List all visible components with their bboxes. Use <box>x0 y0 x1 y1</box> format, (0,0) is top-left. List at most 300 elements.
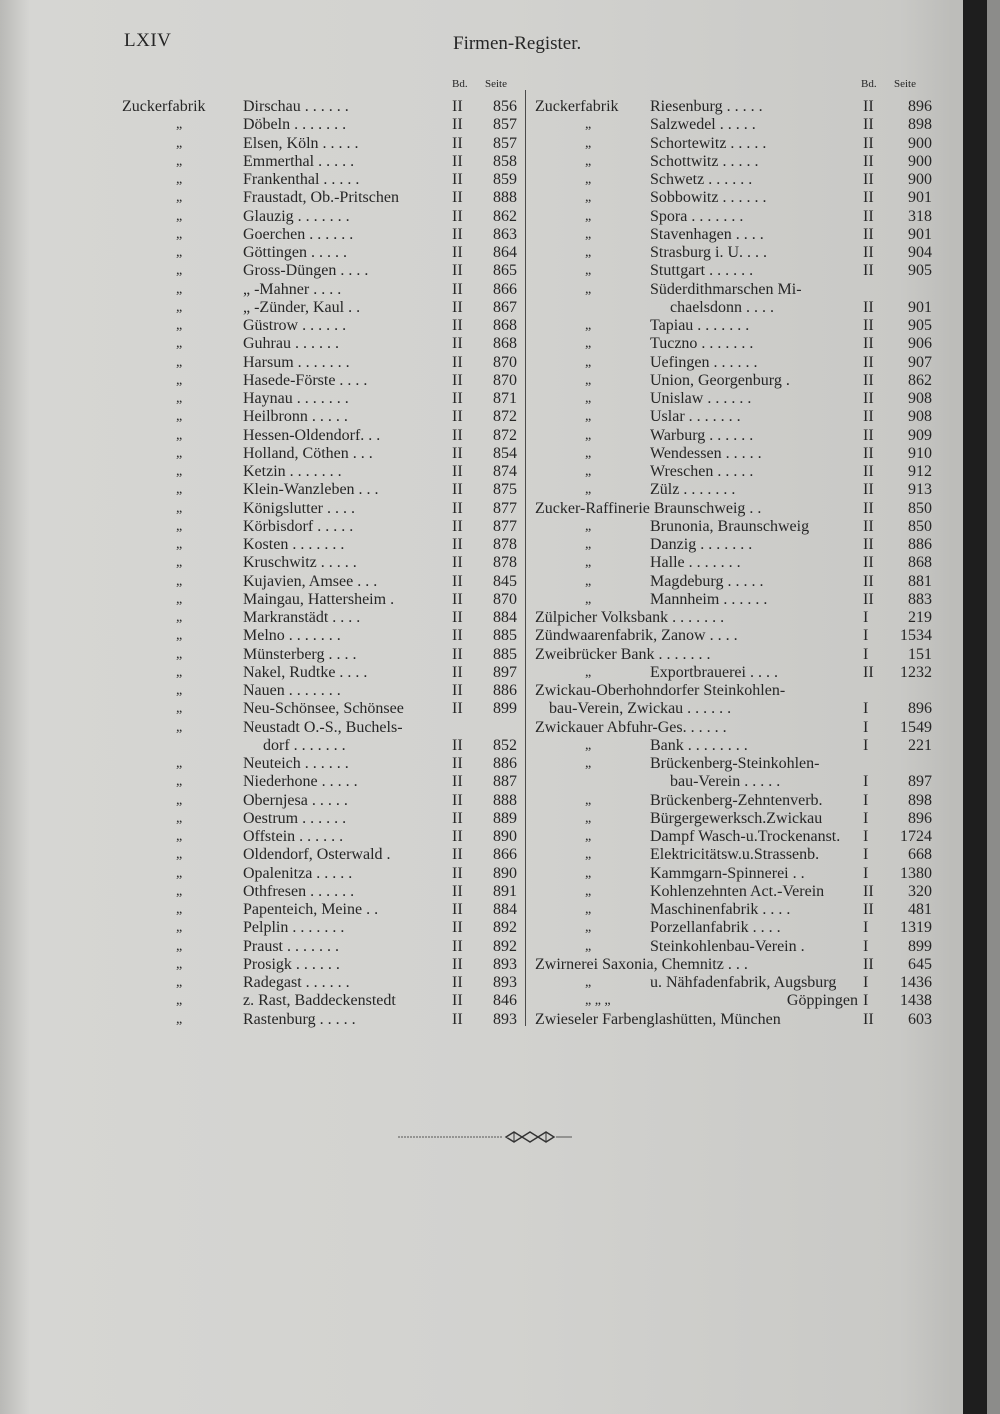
entry-name: bau-Verein, Zwickau . . . . . . <box>549 700 732 718</box>
volume-number: II <box>452 590 463 608</box>
page-reference: 888 <box>493 791 517 809</box>
volume-number: II <box>452 955 463 973</box>
volume-number: II <box>452 682 463 699</box>
page-reference: 883 <box>908 590 932 608</box>
ditto-mark: „ <box>585 208 592 224</box>
volume-number: II <box>452 189 463 207</box>
ditto-mark: „ <box>585 518 592 534</box>
page-reference: 896 <box>908 809 932 827</box>
volume-number: II <box>452 317 463 334</box>
page-reference: 850 <box>908 499 932 517</box>
entry-name: Süderdithmarschen Mi- <box>650 280 802 298</box>
volume-number: I <box>863 736 869 754</box>
entry-name: Heilbronn . . . . . <box>243 408 348 426</box>
ditto-mark: „ <box>585 427 592 443</box>
page-reference: 901 <box>908 189 932 207</box>
ditto-mark: „ <box>176 591 183 607</box>
page-reference: 907 <box>908 353 932 371</box>
ditto-mark: „ <box>176 391 183 406</box>
entry-name: z. Rast, Baddeckenstedt <box>243 992 396 1010</box>
volume-number: II <box>863 444 874 462</box>
volume-number: II <box>863 463 874 480</box>
entry-name: Kruschwitz . . . . . <box>243 554 357 572</box>
ditto-mark: „ <box>176 993 183 1009</box>
page-reference: 866 <box>493 846 517 864</box>
page-reference: 874 <box>493 463 517 480</box>
volume-number: II <box>452 828 463 845</box>
entry-name: Brückenberg-Zehntenverb. <box>650 791 823 809</box>
entry-name: Hessen-Oldendorf. . . <box>243 426 381 444</box>
ditto-mark: „ <box>585 573 592 589</box>
volume-number: II <box>452 499 463 517</box>
volume-number: II <box>863 901 874 918</box>
page-reference: 906 <box>908 335 932 353</box>
page-reference: 892 <box>493 919 517 937</box>
ditto-mark: „ <box>176 719 183 735</box>
page-reference: 867 <box>493 298 517 316</box>
page-reference: 899 <box>493 700 517 718</box>
ditto-mark: „ <box>176 573 183 589</box>
entry-name: Obernjesa . . . . . <box>243 791 348 809</box>
volume-number: II <box>452 791 463 809</box>
entry-name: Stavenhagen . . . . <box>650 225 764 243</box>
entry-name: Münsterberg . . . . <box>243 645 357 663</box>
page-reference: 868 <box>908 554 932 572</box>
entry-name: Maingau, Hattersheim . <box>243 590 395 608</box>
entry-name: Radegast . . . . . . <box>243 974 350 991</box>
volume-number: II <box>452 134 463 152</box>
volume-number: II <box>452 536 463 553</box>
volume-number: I <box>863 791 869 809</box>
entry-name: Stuttgart . . . . . . <box>650 262 754 280</box>
volume-number: II <box>452 298 463 316</box>
volume-number: II <box>863 189 874 207</box>
entry-name: Pelplin . . . . . . . <box>243 919 345 937</box>
entry-prefix: Zuckerfabrik <box>535 98 619 115</box>
entry-name: Magdeburg . . . . . <box>650 572 764 590</box>
ditto-mark: „ <box>176 245 183 260</box>
page-reference: 877 <box>493 499 517 517</box>
entry-name: Glauzig . . . . . . . <box>243 207 350 225</box>
page-reference: 900 <box>908 152 932 170</box>
page-reference: 221 <box>908 736 932 754</box>
page-reference: 871 <box>493 390 517 407</box>
entry-name: Zülpicher Volksbank . . . . . . . <box>535 609 725 626</box>
page-reference: 905 <box>908 317 932 334</box>
ditto-mark: „ <box>176 318 183 333</box>
entry-name: Riesenburg . . . . . <box>650 98 763 115</box>
page-reference: 899 <box>908 937 932 955</box>
entry-name: Kohlenzehnten Act.-Verein <box>650 882 825 900</box>
entry-name: Steinkohlenbau-Verein . <box>650 937 805 955</box>
page-reference: 1319 <box>900 919 932 937</box>
ditto-mark: „ <box>585 190 592 206</box>
page-reference: 1380 <box>900 864 932 882</box>
entry-name: Zwickauer Abfuhr-Ges. . . . . . <box>535 718 727 736</box>
ditto-mark: „ <box>585 354 592 370</box>
entry-name: Tapiau . . . . . . . <box>650 317 750 334</box>
ditto-mark: „ <box>585 902 592 917</box>
volume-number: II <box>863 152 874 170</box>
volume-number: II <box>863 225 874 243</box>
volume-number: II <box>863 481 874 499</box>
left-bd-header: Bd. <box>452 78 468 90</box>
entry-name: Salzwedel . . . . . <box>650 116 756 134</box>
entry-name: Offstein . . . . . . <box>243 828 344 845</box>
volume-number: II <box>863 426 874 444</box>
ditto-mark: „ <box>585 372 592 388</box>
ditto-mark: „ <box>176 646 183 662</box>
page-reference: 875 <box>493 481 517 499</box>
page-reference: 908 <box>908 390 932 407</box>
entry-name: Spora . . . . . . . <box>650 207 744 225</box>
volume-number: II <box>452 225 463 243</box>
ditto-mark: „ <box>585 482 592 498</box>
ditto-mark: „ <box>176 281 183 297</box>
volume-number: II <box>452 609 463 626</box>
entry-name: Göppingen <box>786 992 858 1010</box>
entry-name: Halle . . . . . . . <box>650 554 741 572</box>
volume-number: II <box>452 390 463 407</box>
page-reference: 872 <box>493 408 517 426</box>
entry-name: Neustadt O.-S., Buchels- <box>243 718 403 736</box>
ditto-mark: „ <box>176 920 183 936</box>
volume-number: II <box>452 572 463 590</box>
entry-name: Kujavien, Amsee . . . <box>243 572 378 590</box>
ditto-mark: „ <box>585 226 592 242</box>
ditto-mark: „ <box>585 135 592 151</box>
volume-number: II <box>863 882 874 900</box>
page-reference: 866 <box>493 280 517 298</box>
page-reference: 909 <box>908 426 932 444</box>
ditto-mark: „ <box>585 829 592 844</box>
left-seite-header: Seite <box>485 78 507 90</box>
ditto-mark: „ <box>585 245 592 260</box>
volume-number: II <box>863 663 874 681</box>
volume-number: II <box>452 992 463 1010</box>
volume-number: I <box>863 846 869 864</box>
ditto-mark: „ <box>176 683 183 698</box>
volume-number: II <box>452 481 463 499</box>
page-reference: 898 <box>908 116 932 134</box>
entry-name: Dampf Wasch-u.Trockenanst. <box>650 828 841 845</box>
entry-name: Zülz . . . . . . . <box>650 481 736 499</box>
ditto-mark: „ <box>585 865 592 881</box>
volume-number: II <box>452 353 463 371</box>
entry-name: „ -Mahner . . . . <box>243 280 342 298</box>
volume-number: II <box>452 755 463 772</box>
volume-number: II <box>452 663 463 681</box>
entry-name: Brückenberg-Steinkohlen- <box>650 755 820 772</box>
entry-name: Bank . . . . . . . . <box>650 736 748 754</box>
entry-name: Bürgergewerksch.Zwickau <box>650 809 823 827</box>
entry-name: Zwickau-Oberhohndorfer Steinkohlen- <box>535 682 786 699</box>
entry-name: Nauen . . . . . . . <box>243 682 341 699</box>
page-reference: 868 <box>493 335 517 353</box>
page-reference: 886 <box>908 536 932 553</box>
volume-number: II <box>452 335 463 353</box>
ditto-mark: „ „ „ <box>585 993 611 1009</box>
page-reference: 864 <box>493 244 517 261</box>
volume-number: I <box>863 609 869 626</box>
volume-number: I <box>863 828 869 845</box>
entry-name: Brunonia, Braunschweig <box>650 517 810 535</box>
ditto-mark: „ <box>585 464 592 479</box>
entry-name: Emmerthal . . . . . <box>243 152 355 170</box>
end-ornament <box>398 1130 572 1144</box>
volume-number: II <box>452 98 463 115</box>
ditto-mark: „ <box>176 135 183 151</box>
page-reference: 1724 <box>900 828 932 845</box>
entry-name: Porzellanfabrik . . . . <box>650 919 781 937</box>
page-reference: 865 <box>493 262 517 280</box>
column-divider <box>525 90 526 1026</box>
page-reference: 886 <box>493 682 517 699</box>
ditto-mark: „ <box>176 975 183 990</box>
volume-number: II <box>863 207 874 225</box>
entry-name: Exportbrauerei . . . . <box>650 663 778 681</box>
page-reference: 898 <box>908 791 932 809</box>
volume-number: II <box>452 809 463 827</box>
volume-number: II <box>452 244 463 261</box>
page-reference: 603 <box>908 1010 932 1028</box>
volume-number: II <box>863 262 874 280</box>
page-reference: 884 <box>493 609 517 626</box>
ditto-mark: „ <box>176 938 183 954</box>
page-reference: 1549 <box>900 718 932 736</box>
volume-number: II <box>863 171 874 188</box>
entry-name: bau-Verein . . . . . <box>670 773 781 791</box>
page-reference: 857 <box>493 116 517 134</box>
binding-shadow <box>963 0 987 1414</box>
volume-number: II <box>452 901 463 918</box>
volume-number: II <box>452 937 463 955</box>
ditto-mark: „ <box>176 336 183 352</box>
page-reference: 151 <box>908 645 932 663</box>
entry-name: Elsen, Köln . . . . . <box>243 134 359 152</box>
volume-number: II <box>863 590 874 608</box>
entry-name: Frankenthal . . . . . <box>243 171 360 188</box>
volume-number: I <box>863 645 869 663</box>
page-reference: 870 <box>493 371 517 389</box>
page-reference: 856 <box>493 98 517 115</box>
entry-name: Göttingen . . . . . <box>243 244 347 261</box>
entry-name: Fraustadt, Ob.-Pritschen <box>243 189 399 207</box>
volume-number: II <box>452 974 463 991</box>
entry-name: Warburg . . . . . . <box>650 426 754 444</box>
page-reference: 862 <box>493 207 517 225</box>
ditto-mark: „ <box>176 701 183 717</box>
entry-name: Holland, Cöthen . . . <box>243 444 373 462</box>
entry-name: Praust . . . . . . . <box>243 937 339 955</box>
page-reference: 868 <box>493 317 517 334</box>
volume-number: II <box>863 317 874 334</box>
ditto-mark: „ <box>585 664 592 680</box>
volume-number: II <box>452 919 463 937</box>
ditto-mark: „ <box>176 610 183 625</box>
ditto-mark: „ <box>585 445 592 461</box>
entry-name: Union, Georgenburg . <box>650 371 790 389</box>
entry-name: Dirschau . . . . . . <box>243 98 349 115</box>
volume-number: II <box>452 408 463 426</box>
entry-name: Wreschen . . . . . <box>650 463 754 480</box>
entry-name: Döbeln . . . . . . . <box>243 116 347 134</box>
page-reference: 668 <box>908 846 932 864</box>
volume-number: II <box>863 517 874 535</box>
entry-name: Königslutter . . . . <box>243 499 355 517</box>
volume-number: II <box>863 353 874 371</box>
ditto-mark: „ <box>585 810 592 826</box>
page-reference: 872 <box>493 426 517 444</box>
entry-name: Neuteich . . . . . . <box>243 755 349 772</box>
page-reference: 857 <box>493 134 517 152</box>
volume-number: II <box>452 700 463 718</box>
ditto-mark: „ <box>585 555 592 571</box>
entry-name: Klein-Wanzleben . . . <box>243 481 379 499</box>
volume-number: II <box>863 536 874 553</box>
page-reference: 891 <box>493 882 517 900</box>
entry-name: Goerchen . . . . . . <box>243 225 354 243</box>
page-reference: 645 <box>908 955 932 973</box>
page-reference: 912 <box>908 463 932 480</box>
page-reference: 890 <box>493 828 517 845</box>
page-reference: 889 <box>493 809 517 827</box>
entry-name: Ketzin . . . . . . . <box>243 463 342 480</box>
volume-number: II <box>452 371 463 389</box>
ditto-mark: „ <box>176 865 183 881</box>
volume-number: II <box>452 262 463 280</box>
ditto-mark: „ <box>585 391 592 406</box>
entry-name: Schortewitz . . . . . <box>650 134 767 152</box>
page-reference: 910 <box>908 444 932 462</box>
ditto-mark: „ <box>176 190 183 206</box>
entry-name: Opalenitza . . . . . <box>243 864 353 882</box>
entry-name: Uslar . . . . . . . <box>650 408 741 426</box>
entry-name: Kammgarn-Spinnerei . . <box>650 864 805 882</box>
ditto-mark: „ <box>176 372 183 388</box>
right-bd-header: Bd. <box>861 78 877 90</box>
page-reference: 900 <box>908 134 932 152</box>
entry-name: Körbisdorf . . . . . <box>243 517 354 535</box>
volume-number: II <box>452 152 463 170</box>
page-reference: 878 <box>493 536 517 553</box>
entry-name: Sobbowitz . . . . . . <box>650 189 767 207</box>
entry-name: Markranstädt . . . . <box>243 609 361 626</box>
ditto-mark: „ <box>176 810 183 826</box>
ditto-mark: „ <box>176 172 183 187</box>
entry-name: Unislaw . . . . . . <box>650 390 752 407</box>
ditto-mark: „ <box>585 847 592 863</box>
entry-name: Gross-Düngen . . . . <box>243 262 369 280</box>
ditto-mark: „ <box>585 737 592 753</box>
volume-number: II <box>863 116 874 134</box>
volume-number: II <box>452 846 463 864</box>
ditto-mark: „ <box>585 792 592 808</box>
page-reference: 481 <box>908 901 932 918</box>
volume-number: I <box>863 627 869 645</box>
entry-name: Elektricitätsw.u.Strassenb. <box>650 846 820 864</box>
page-reference: 913 <box>908 481 932 499</box>
page-reference: 1436 <box>900 974 932 991</box>
page-reference: 862 <box>908 371 932 389</box>
volume-number: II <box>863 499 874 517</box>
page-edge <box>987 0 1000 1414</box>
entry-name: Maschinenfabrik . . . . <box>650 901 791 918</box>
page-reference: 890 <box>493 864 517 882</box>
ditto-mark: „ <box>176 299 183 315</box>
ditto-mark: „ <box>176 1011 183 1027</box>
volume-number: I <box>863 919 869 937</box>
ditto-mark: „ <box>585 883 592 899</box>
volume-number: II <box>863 1010 874 1028</box>
entry-name: Nakel, Rudtke . . . . <box>243 663 368 681</box>
entry-name: Hasede-Förste . . . . <box>243 371 368 389</box>
page-reference: 896 <box>908 98 932 115</box>
entry-name: Mannheim . . . . . . <box>650 590 768 608</box>
volume-number: II <box>452 444 463 462</box>
page-reference: 881 <box>908 572 932 590</box>
volume-number: I <box>863 700 869 718</box>
entry-prefix: Zuckerfabrik <box>122 98 206 115</box>
volume-number: I <box>863 809 869 827</box>
ditto-mark: „ <box>585 153 592 169</box>
page-reference: 897 <box>908 773 932 791</box>
volume-number: II <box>452 864 463 882</box>
entry-name: Güstrow . . . . . . <box>243 317 347 334</box>
volume-number: II <box>452 517 463 535</box>
ditto-mark: „ <box>176 555 183 571</box>
entry-name: Harsum . . . . . . . <box>243 353 350 371</box>
page-reference: 850 <box>908 517 932 535</box>
page-reference: 854 <box>493 444 517 462</box>
entry-name: Uefingen . . . . . . <box>650 353 758 371</box>
volume-number: II <box>452 882 463 900</box>
right-seite-header: Seite <box>894 78 916 90</box>
ditto-mark: „ <box>176 518 183 534</box>
page-reference: 897 <box>493 663 517 681</box>
ditto-mark: „ <box>176 756 183 771</box>
volume-number: II <box>452 1010 463 1028</box>
ditto-mark: „ <box>585 591 592 607</box>
page-reference: 863 <box>493 225 517 243</box>
page-reference: 885 <box>493 627 517 645</box>
volume-number: II <box>452 645 463 663</box>
entry-name: Zucker-Raffinerie Braunschweig . . <box>535 499 762 517</box>
page-reference: 901 <box>908 225 932 243</box>
entry-name: chaelsdonn . . . . <box>670 298 774 316</box>
volume-number: II <box>863 390 874 407</box>
ditto-mark: „ <box>176 117 183 133</box>
ditto-mark: „ <box>176 482 183 498</box>
volume-number: II <box>452 736 463 754</box>
page-reference: 859 <box>493 171 517 188</box>
page-reference: 887 <box>493 773 517 791</box>
volume-number: II <box>863 335 874 353</box>
volume-number: II <box>863 408 874 426</box>
ditto-mark: „ <box>176 263 183 279</box>
ditto-mark: „ <box>176 883 183 899</box>
entry-name: Zündwaarenfabrik, Zanow . . . . <box>535 627 738 645</box>
volume-number: I <box>863 974 869 991</box>
entry-name: Kosten . . . . . . . <box>243 536 345 553</box>
page-reference: 877 <box>493 517 517 535</box>
volume-number: II <box>452 426 463 444</box>
entry-name: Strasburg i. U. . . . <box>650 244 768 261</box>
ditto-mark: „ <box>585 938 592 954</box>
entry-name: Schwetz . . . . . . <box>650 171 753 188</box>
volume-number: I <box>863 864 869 882</box>
ditto-mark: „ <box>176 774 183 790</box>
